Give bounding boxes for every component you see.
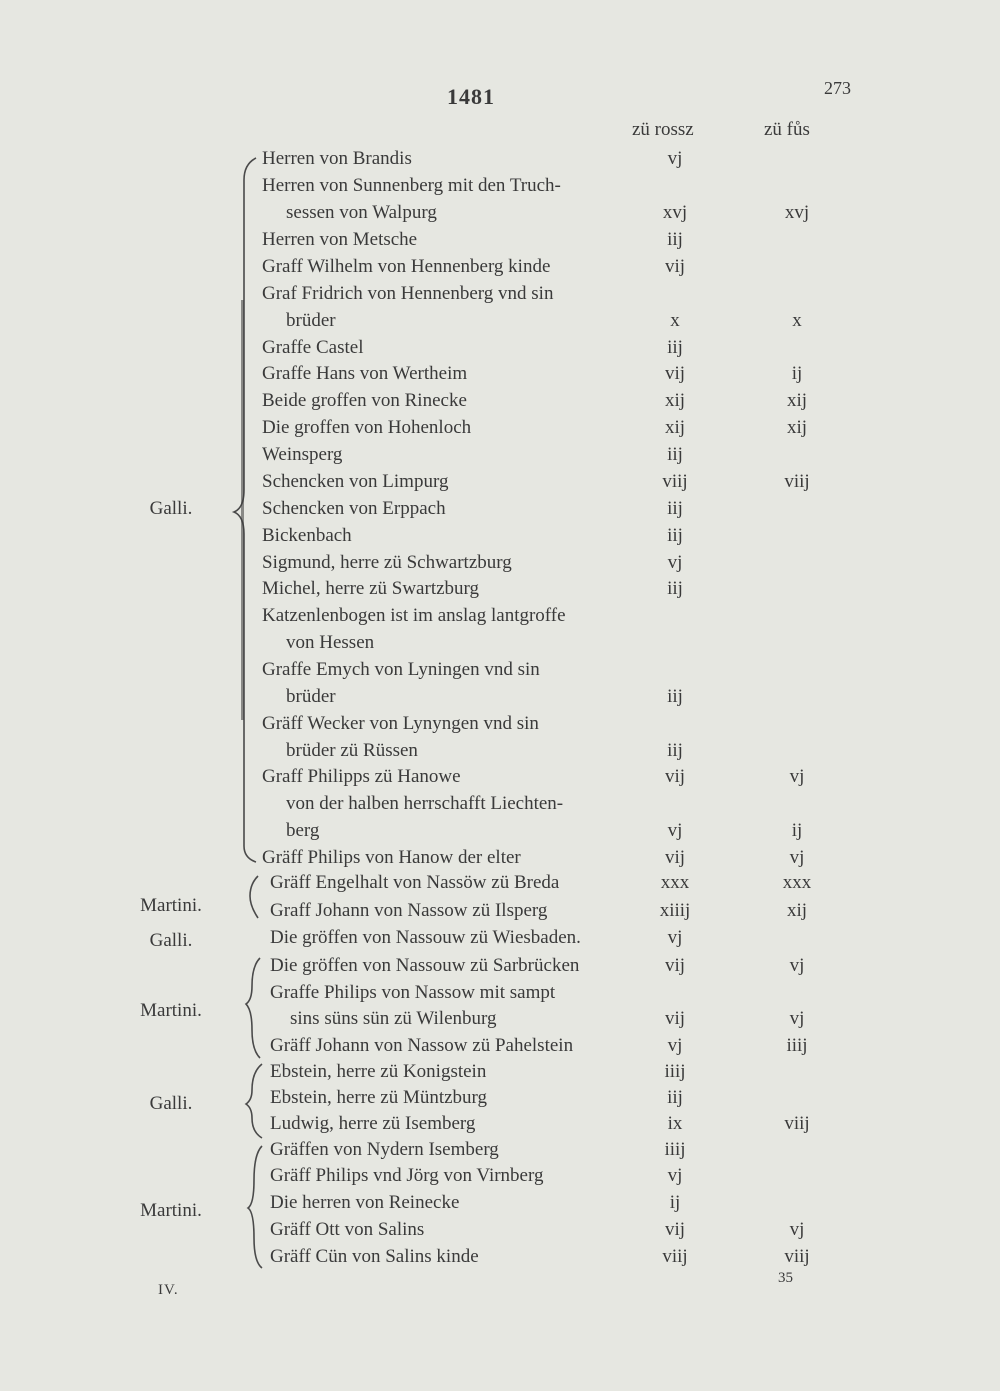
entry-name: Graff Wilhelm von Hennenberg kinde [262,256,551,277]
entry-name: Gräff Ott von Salins [270,1219,425,1240]
entry-fus-value: vj [789,847,805,868]
margin-label: Galli. [149,1093,193,1114]
entry-rossz-value: vij [664,256,686,277]
brace [234,158,256,862]
entry-fus-value: viij [784,1113,810,1134]
entry-name: Herren von Sunnenberg mit den Truch- [262,175,561,196]
entry-fus-value: viij [784,471,810,492]
entry-rossz-value: vij [664,1008,686,1029]
entry-fus-value: xij [786,900,808,921]
entry-name: Graffe Philips von Nassow mit sampt [270,982,556,1003]
entry-name: Gräff Wecker von Lynyngen vnd sin [262,713,539,734]
entry-rossz-value: vij [664,766,686,787]
entry-rossz-value: vj [667,820,683,841]
entry-name: Weinsperg [262,444,343,465]
entry-fus-value: ij [791,820,803,841]
entry-name: Graffe Hans von Wertheim [262,363,468,384]
entry-name: Gräff Philips vnd Jörg von Virnberg [270,1165,544,1186]
entry-fus-value: ij [791,363,803,384]
entry-rossz-value: iij [667,686,683,707]
entry-fus-value: viij [784,1246,810,1267]
margin-label: Martini. [140,1200,202,1221]
entry-name: Beide groffen von Rinecke [262,390,467,411]
entry-rossz-value: vj [667,1035,683,1056]
entry-name: Ebstein, herre zü Konigstein [270,1061,487,1082]
entry-name: Die gröffen von Nassouw zü Sarbrücken [270,955,580,976]
year-heading: 1481 [447,84,495,109]
entry-rossz-value: iij [667,444,683,465]
entry-fus-value: xij [786,417,808,438]
entry-name: Die groffen von Hohenloch [262,417,472,438]
entry-fus-value: vj [789,766,805,787]
entry-name: Sigmund, herre zü Schwartzburg [262,552,512,573]
entry-name: sessen von Walpurg [286,202,437,223]
entry-name: Gräff Philips von Hanow der elter [262,847,521,868]
entry-rossz-value: iiij [664,1061,686,1082]
entry-rossz-value: xiiij [659,900,691,921]
entry-fus-value: x [792,310,802,331]
entry-name: Graf Fridrich von Hennenberg vnd sin [262,283,554,304]
entry-name: Ludwig, herre zü Isemberg [270,1113,476,1134]
entry-fus-value: xvj [784,202,810,223]
entry-rossz-value: vj [667,927,683,948]
signature-mark: IV. [158,1282,179,1298]
entry-name: Schencken von Limpurg [262,471,449,492]
entry-rossz-value: iij [667,1087,683,1108]
entry-name: Michel, herre zü Swartzburg [262,578,480,599]
entry-rossz-value: x [670,310,680,331]
margin-label: Galli. [149,930,193,951]
entry-rossz-value: vij [664,847,686,868]
page-number: 273 [824,78,851,98]
entry-name: Gräff Johann von Nassow zü Pahelstein [270,1035,574,1056]
entry-name: Graff Johann von Nassow zü Ilsperg [270,900,548,921]
entry-rossz-value: xij [664,390,686,411]
entry-rossz-value: viij [662,1246,688,1267]
entry-rossz-value: iij [667,740,683,761]
entry-rossz-value: ij [669,1192,681,1213]
entry-rossz-value: iij [667,498,683,519]
entry-rossz-value: xxx [660,872,690,893]
entry-name: Bickenbach [262,525,352,546]
entry-name: von Hessen [286,632,375,653]
column-header-fus: zü fůs [764,119,810,140]
margin-label: Martini. [140,1000,202,1021]
column-header-rossz: zü rossz [632,119,694,140]
entry-name: Schencken von Erppach [262,498,446,519]
entry-name: brüder [286,686,336,707]
entry-name: brüder [286,310,336,331]
entry-fus-value: vj [789,1008,805,1029]
entry-name: Die gröffen von Nassouw zü Wiesbaden. [270,927,581,948]
entry-rossz-value: iij [667,578,683,599]
entry-name: Gräff Cün von Salins kinde [270,1246,479,1267]
entry-name: berg [286,820,320,841]
entry-rossz-value: iij [667,337,683,358]
entry-name: Graffe Emych von Lyningen vnd sin [262,659,540,680]
entry-name: Katzenlenbogen ist im anslag lantgroffe [262,605,566,626]
entry-name: von der halben herrschafft Liechten- [286,793,564,814]
entry-rossz-value: ix [667,1113,683,1134]
entry-rossz-value: vij [664,363,686,384]
entry-rossz-value: iij [667,229,683,250]
entry-rossz-value: iiij [664,1139,686,1160]
entry-rossz-value: xij [664,417,686,438]
entry-name: brüder zü Rüssen [286,740,418,761]
entry-name: Ebstein, herre zü Müntzburg [270,1087,488,1108]
entry-name: sins süns sün zü Wilenburg [290,1008,497,1029]
margin-label: Galli. [149,498,193,519]
entry-rossz-value: xvj [662,202,688,223]
entry-rossz-value: vij [664,955,686,976]
entry-name: Gräff Engelhalt von Nassöw zü Breda [270,872,560,893]
entry-rossz-value: vj [667,148,683,169]
entry-fus-value: xij [786,390,808,411]
sheet-number: 35 [778,1270,793,1286]
margin-label: Martini. [140,895,202,916]
entry-fus-value: vj [789,955,805,976]
entry-rossz-value: vj [667,1165,683,1186]
entry-name: Herren von Brandis [262,148,412,169]
entry-rossz-value: viij [662,471,688,492]
entry-fus-value: xxx [782,872,812,893]
entry-name: Graff Philipps zü Hanowe [262,766,461,787]
entry-fus-value: iiij [786,1035,808,1056]
entry-name: Die herren von Reinecke [270,1192,460,1213]
entry-rossz-value: vij [664,1219,686,1240]
entry-fus-value: vj [789,1219,805,1240]
entry-rossz-value: iij [667,525,683,546]
entry-rossz-value: vj [667,552,683,573]
entry-name: Gräffen von Nydern Isemberg [270,1139,499,1160]
entry-name: Herren von Metsche [262,229,418,250]
entry-name: Graffe Castel [262,337,364,358]
